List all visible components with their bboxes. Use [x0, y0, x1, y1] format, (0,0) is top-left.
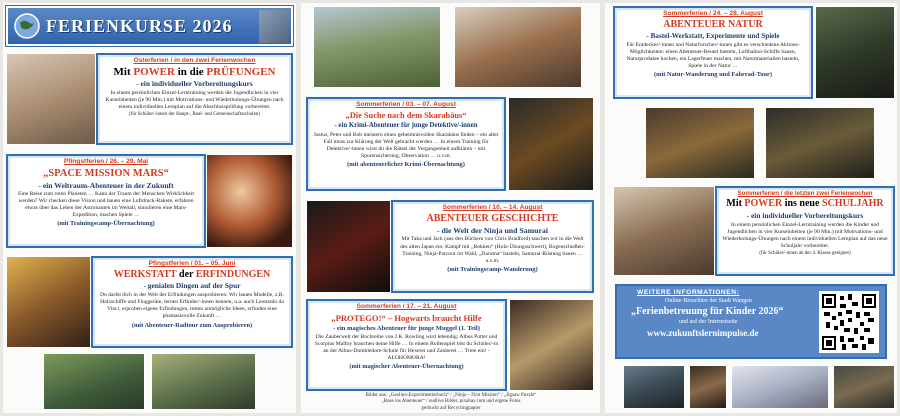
course-date: Sommerferien / 24. – 28. August — [663, 10, 763, 17]
course-date: Pfingstferien / 01. – 05. Juni — [148, 260, 236, 267]
qr-code-icon[interactable] — [819, 291, 879, 353]
course-date: Sommerferien / 17. – 21. August — [356, 303, 457, 310]
course-subtitle: - Bastel-Werkstatt, Experimente und Spiele — [646, 32, 780, 41]
course-note: (für Schüler/-innen ab der 4. Klasse geeignet) — [759, 251, 851, 257]
course-title: Mit POWER ins neue SCHULJAHR — [726, 198, 884, 210]
page-title: FERIENKURSE 2026 — [46, 16, 233, 36]
course-title: Mit POWER in die PRÜFUNGEN — [113, 65, 276, 78]
photo-kids-building — [151, 353, 256, 410]
course-card-werkstatt — [91, 256, 293, 348]
course-description: Justus, Peter und Bob meistern einen geheimnisvollen Skarabäus finden – ein alter Fall muss zur Klärung der Welt gebracht werden … In einem Training für Detektive/-innen wirst du die Rätsel der Vergangenheit aufklären – mit Spurensicherung, Observation … u.v.m. — [313, 131, 499, 160]
course-title: „Die Suche nach dem Skarabäus“ — [345, 110, 467, 120]
course-description: Mit Taka und Jack (aus den Büchern von Chris Bradford) tauchen wir in die Welt des alten Japan ein: Kampf mit „Bokken“ (Holz-Übungsschwert), Bogenschießen-Training, Ninja-Parcour im Wald, „Daruma“ basteln, Samurai-Rüstung bauen … u.v.m. — [400, 236, 585, 264]
course-title: ABENTEUER GESCHICHTE — [426, 212, 559, 224]
course-description: Du darfst dich in der Welt der Erfindungen ausprobieren: Wir bauen Modelle, z.B. Holzschiffe und Fluggeräte, lernen Erfinder/-innen kennen, u.a. auch Leonardo da Vinci, erproben eigene Erfindungen, testen unmögliche Ideen, erfinden eine phantasievolle Zukunft … — [99, 291, 285, 320]
course-card-pruefungen — [96, 53, 293, 145]
info-website-label: und auf der Internetseite — [679, 319, 738, 325]
info-title: „Ferienbetreuung für Kinder 2026“ — [631, 306, 784, 317]
course-date: Sommerferien / die letzten zwei Ferienwochen — [737, 190, 873, 197]
photo-skarabaeus-book — [508, 97, 594, 191]
course-description: In einem persönlichen Einzel-Lerntraining werden die Kinder und Jugendlichen in vier Kurseinheiten (je 90 Min.) mit Motivations- und Wiederholungs-Übungen nach einem individuellen Lernplan auf das neue Schuljahr vorbereitet. — [722, 221, 888, 249]
course-note: (für Schüler/-innen der Haupt-, Real- und Gemeinschaftsschulen) — [129, 112, 260, 118]
course-date: Sommerferien / 03. – 07. August — [356, 101, 456, 108]
course-description: Eine Reise zum roten Planeten … Kann der Traum der Menschen Wirklichkeit werden? Wir checken diese Vision und bauen eine Luftdruck-Rakete, erfahren etwas über das Leben der Astronauten im Weltall, simulieren eine Mars-Expedition, machen Spiele … — [18, 190, 194, 219]
photo-bottom-4 — [833, 365, 895, 409]
course-footer: (mit abenteuerlicher Krimi-Übernachtung) — [347, 161, 465, 169]
info-url[interactable]: www.zukunftslernimpulse.de — [647, 328, 759, 338]
photo-inventions — [6, 256, 91, 348]
course-description: Für Entdecker/-innen und Naturforscher/-innen gibt es verschiedene Aktions-Möglichkeiten: einen Abenteuer-Beutel basteln, Luftballon-Schiffe bauen, Naturprodukte kochen, ein Lagerfeuer machen, mit Naturmaterialien basteln, Spiele in der Natur … — [626, 41, 800, 70]
course-footer: (mit Abenteuer-Radtour zum Ausprobieren) — [131, 321, 253, 329]
course-card-protego — [306, 299, 507, 391]
course-title: „PROTEGO!“ – Hogwarts braucht Hilfe — [331, 312, 482, 323]
world-map-icon — [12, 11, 42, 41]
image-credits: Bilder aus: „Geolino-Experimentierbuch“ / „Ninja – First Mission“ / „Jigsaw Puzzle“ „Rose ins Abenteuer“ / reallive Bilder, pixabay.com und eigene Fotos gedruckt auf Recyclingpapier — [365, 393, 537, 411]
course-card-abenteuer-natur — [613, 6, 813, 99]
info-heading: WEITERE INFORMATIONEN: — [637, 289, 740, 296]
photo-bottom-1 — [623, 365, 685, 409]
course-footer: (mit magischer Abenteuer-Übernachtung) — [349, 363, 464, 371]
course-subtitle: - ein Weltraum-Abenteuer in der Zukunft — [38, 180, 174, 190]
course-description: Die Zauberwelt der Buchreihe von J.K. Rowling wird lebendig: Albus Potter und Scorpius Malfoy brauchen deine Hilfe … In einem Rollenspiel bist du Schüler/-in an der Albus-Dumbledore-Schule für Hexerei und Zauberei … Trete ein! - ALOHOMORA! — [314, 333, 499, 361]
panel-left — [3, 3, 296, 413]
photo-learning-kids — [613, 186, 715, 276]
photo-nature-kids — [815, 6, 895, 99]
panel-middle — [301, 3, 600, 413]
header-photo — [259, 10, 289, 43]
course-title: WERKSTATT der ERFINDUNGEN — [113, 268, 271, 280]
course-date: Sommerferien / 10. – 14. August — [442, 204, 543, 211]
course-date: Pfingstferien / 26. – 29. Mai — [63, 158, 149, 165]
photo-kids-outdoor — [43, 353, 145, 410]
photo-hogwarts — [509, 299, 594, 391]
photo-student-laptop — [6, 53, 96, 145]
photo-games — [765, 107, 875, 179]
course-subtitle: - die Welt der Ninja und Samurai — [436, 226, 549, 236]
course-subtitle: - genialen Dingen auf der Spur — [143, 281, 241, 291]
course-subtitle: - ein individueller Vorbereitungskurs — [136, 79, 253, 89]
header-banner — [6, 6, 293, 46]
course-subtitle: - ein Krimi-Abenteuer für junge Detektive/-innen — [334, 122, 478, 130]
course-card-schuljahr — [715, 186, 895, 276]
photo-campfire — [645, 107, 755, 179]
course-card-abenteuer-geschichte — [391, 200, 594, 293]
course-card-skarabaeus — [306, 97, 506, 191]
course-footer: (mit Trainingscamp-Übernachtung) — [57, 220, 155, 228]
course-footer: (mit Natur-Wanderung und Fahrrad-Tour) — [654, 71, 772, 79]
photo-bottom-3 — [731, 365, 829, 409]
photo-detective-kid — [454, 6, 582, 88]
photo-ninja — [306, 200, 391, 293]
photo-mars-planet — [206, 154, 293, 248]
info-box — [615, 284, 887, 359]
info-brochure: Online-Broschüre der Stadt Wangen — [665, 298, 752, 304]
course-card-space-mission — [6, 154, 206, 248]
course-footer: (mit Trainingscamp-Wanderung) — [447, 266, 538, 274]
course-title: „SPACE MISSION MARS“ — [43, 167, 169, 179]
photo-bottom-2 — [689, 365, 727, 409]
course-description: In einem persönlichen Einzel-Lerntraining werden die Jugendlichen in vier Kurseinheiten (je 90 Min.) mit Motivations- und Wiederholungs-Übungen nach einem individuellen Lernplan auf die Abschlussprüfung vorbereitet. — [105, 90, 284, 111]
panel-right — [605, 3, 897, 413]
course-title: ABENTEUER NATUR — [663, 18, 763, 30]
course-subtitle: - ein magisches Abenteuer für junge Muggel (1. Teil) — [333, 324, 480, 332]
course-subtitle: - ein individueller Vorbereitungskurs — [746, 210, 864, 220]
photo-archery — [313, 6, 441, 88]
course-date: Osterferien / in den zwei Ferienwochen — [133, 57, 256, 64]
